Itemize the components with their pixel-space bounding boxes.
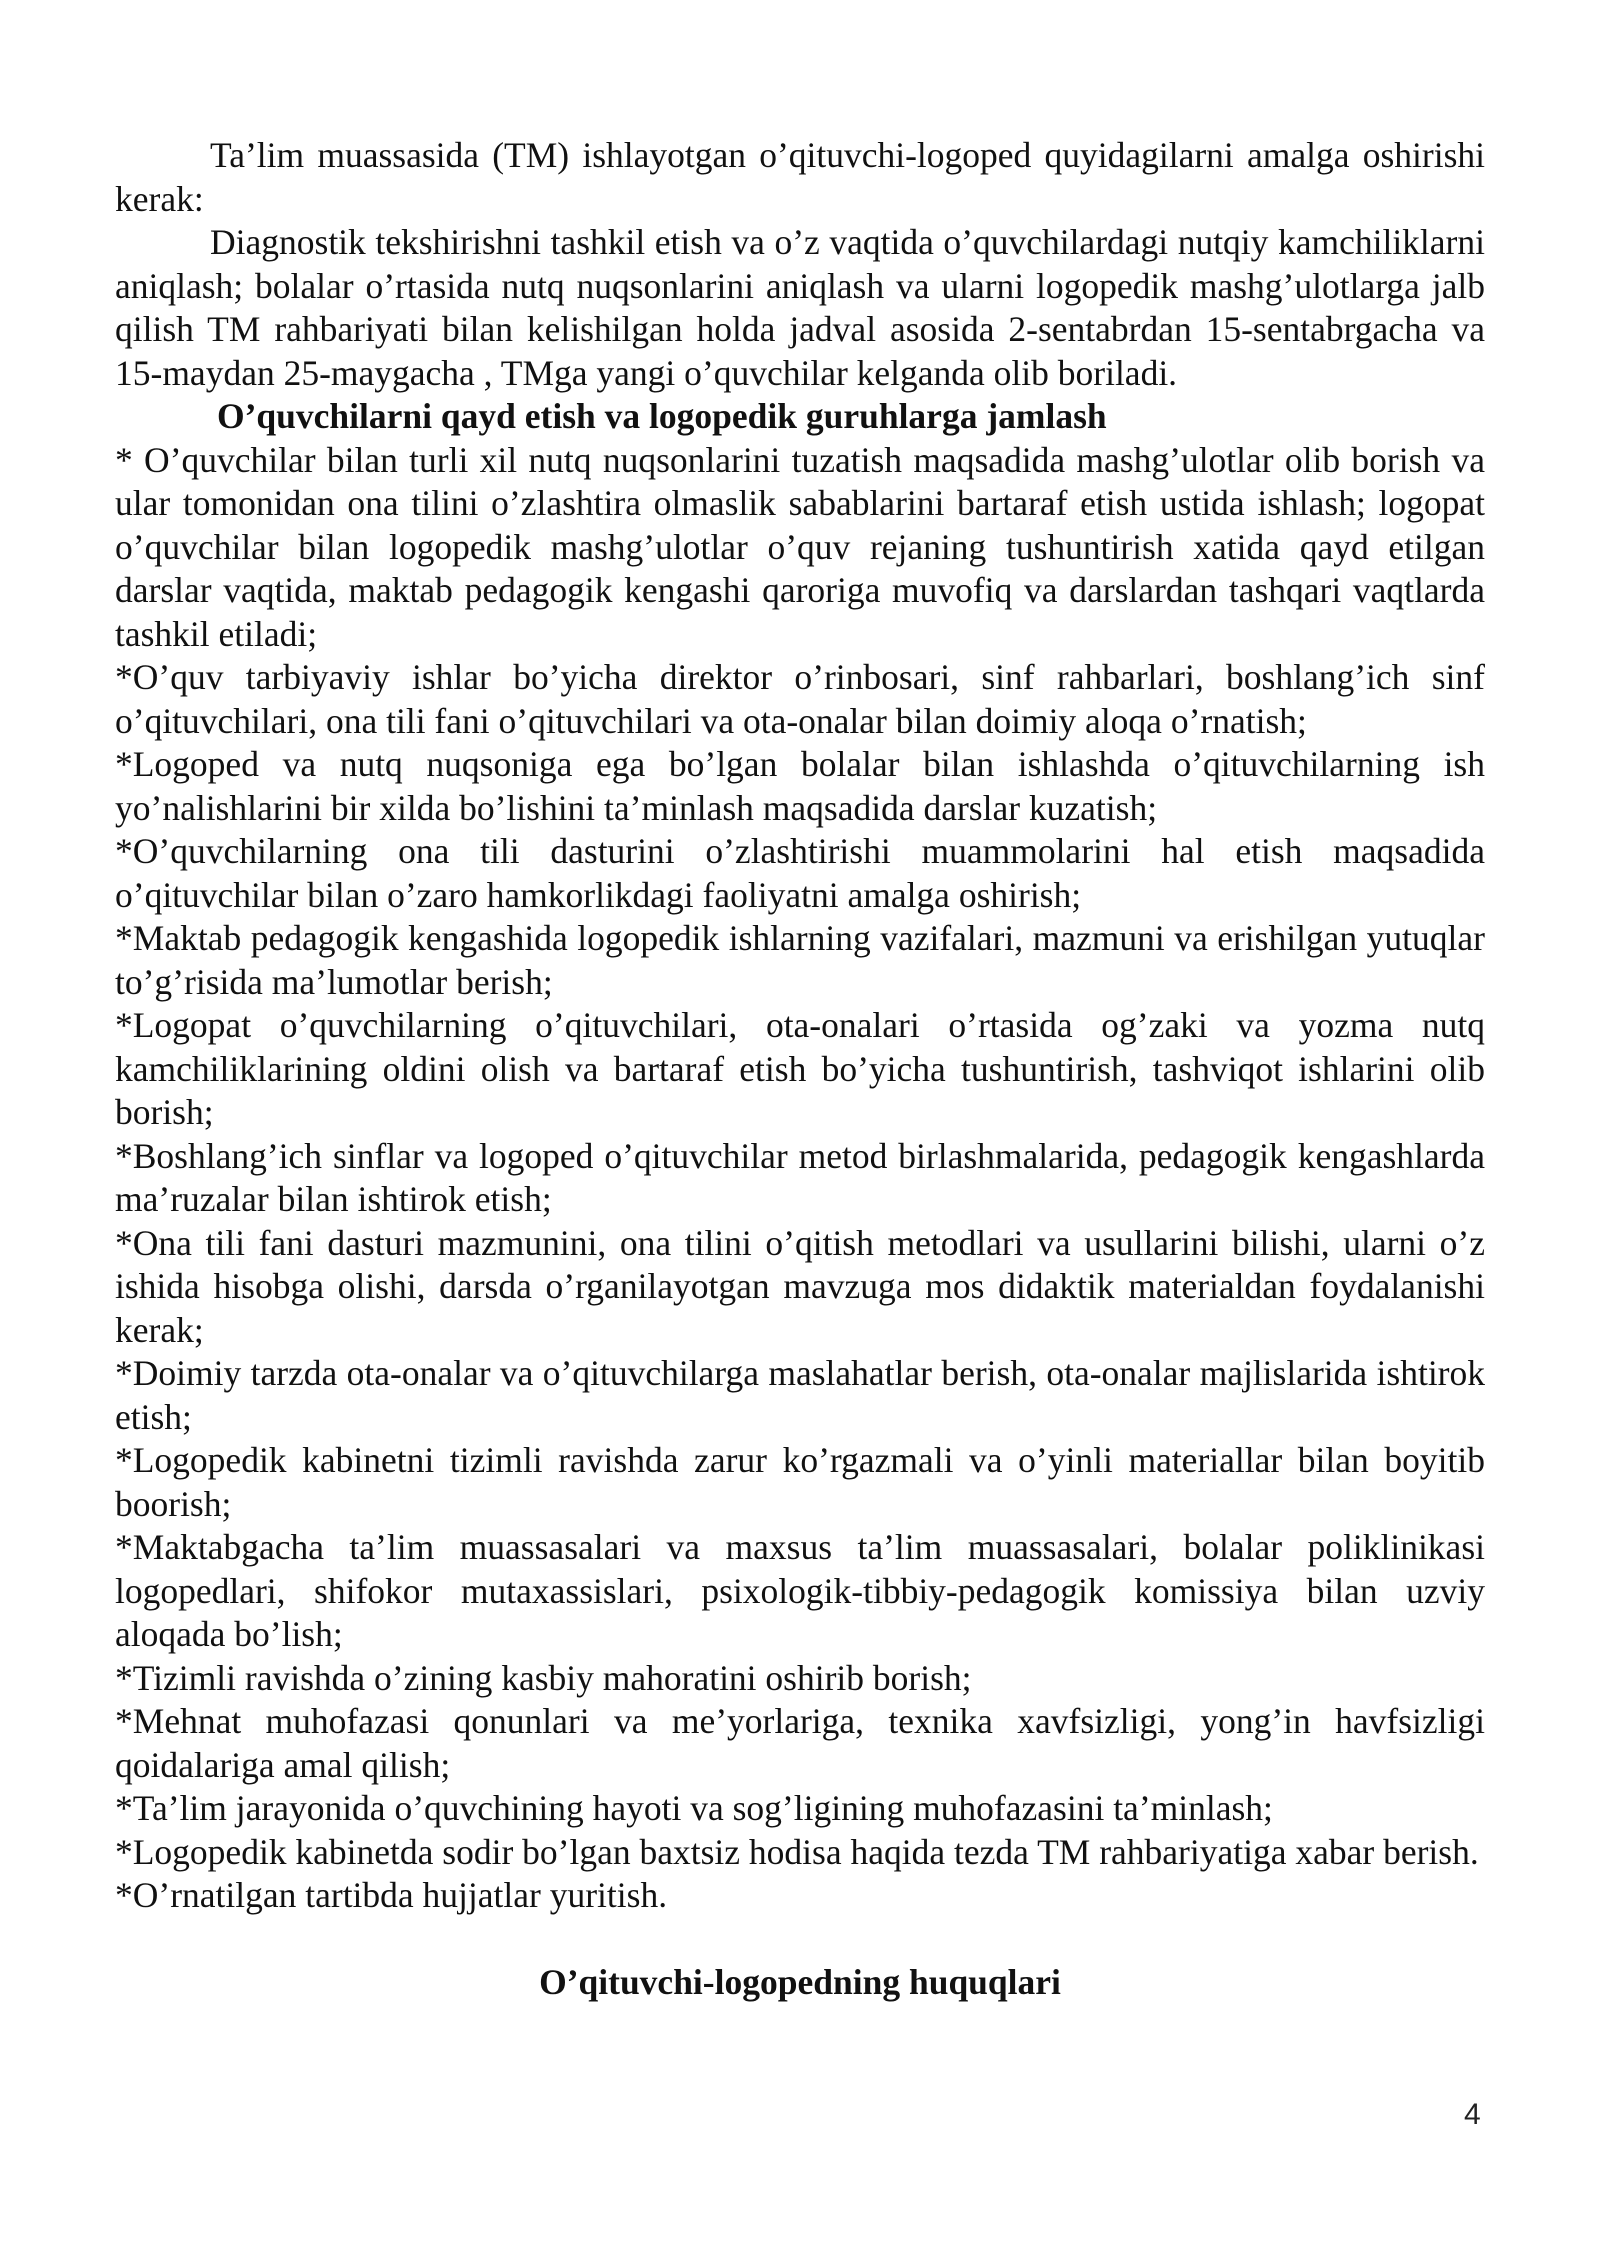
list-item: *Mehnat muhofazasi qonunlari va me’yorlariga, texnika xavfsizligi, yong’in havfsizligi qoidalariga amal qilish; bbox=[115, 1701, 1485, 1785]
list-item: *Logoped va nutq nuqsoniga ega bo’lgan bolalar bilan ishlashda o’qituvchilarning ish yo’nalishlarini bir xilda bo’lishini ta’minlash maqsadida darslar kuzatish; bbox=[115, 744, 1485, 828]
document-page bbox=[115, 134, 1485, 2004]
list-item: *O’quvchilarning ona tili dasturini o’zlashtirishi muammolarini hal etish maqsadida o’qituvchilar bilan o’zaro hamkorlikdagi faoliyatni amalga oshirish; bbox=[115, 831, 1485, 915]
duties-list bbox=[115, 439, 1485, 1918]
list-item: *O’rnatilgan tartibda hujjatlar yuritish. bbox=[115, 1875, 668, 1915]
list-item: *Ona tili fani dasturi mazmunini, ona tilini o’qitish metodlari va usullarini bilishi, ularni o’z ishida hisobga olishi, darsda o’rganilayotgan mavzuga mos didaktik materialdan foydalanishi kerak; bbox=[115, 1222, 1485, 1350]
closing-heading: O’qituvchi-logopedning huquqlari bbox=[539, 1961, 1061, 2002]
section-heading: O’quvchilarni qayd etish va logopedik guruhlarga jamlash bbox=[217, 396, 1107, 436]
diagnostics-paragraph: Diagnostik tekshirishni tashkil etish va o’z vaqtida o’quvchilardagi nutqiy kamchiliklarni aniqlash; bolalar o’rtasida nutq nuqsonlarini aniqlash va ularni logopedik mashg’ulotlarga jalb qilish TM rahbariyati bilan kelishilgan holda jadval asosida 2-sentabrdan 15-sentabrgacha va 15-maydan 25-maygacha , TMga yangi o’quvchilar kelganda olib boriladi. bbox=[115, 222, 1485, 393]
list-item: *O’quv tarbiyaviy ishlar bo’yicha direktor o’rinbosari, sinf rahbarlari, boshlang’ich sinf o’qituvchilari, ona tili fani o’qituvchilari va ota-onalar bilan doimiy aloqa o’rnatish; bbox=[115, 657, 1485, 741]
list-item: *Logopedik kabinetda sodir bo’lgan baxtsiz hodisa haqida tezda TM rahbariyatiga xabar berish. bbox=[115, 1831, 1479, 1872]
list-item: *Tizimli ravishda o’zining kasbiy mahoratini oshirib borish; bbox=[115, 1657, 972, 1698]
list-item: *Maktabgacha ta’lim muassasalari va maxsus ta’lim muassasalari, bolalar poliklinikasi logopedlari, shifokor mutaxassislari, psixologik-tibbiy-pedagogik komissiya bilan uzviy aloqada bo’lish; bbox=[115, 1527, 1485, 1654]
intro-paragraph: Ta’lim muassasida (TM) ishlayotgan o’qituvchi-logoped quyidagilarni amalga oshirishi kerak: bbox=[115, 135, 1485, 219]
list-item: *Maktab pedagogik kengashida logopedik ishlarning vazifalari, mazmuni va erishilgan yutuqlar to’g’risida ma’lumotlar berish; bbox=[115, 918, 1485, 1002]
list-item: *Boshlang’ich sinflar va logoped o’qituvchilar metod birlashmalarida, pedagogik kengashlarda ma’ruzalar bilan ishtirok etish; bbox=[115, 1135, 1485, 1219]
page-number: 4 bbox=[1464, 2098, 1481, 2131]
list-item: *Logopat o’quvchilarning o’qituvchilari, ota-onalari o’rtasida og’zaki va yozma nutq kamchiliklarining oldini olish va bartaraf etish bo’yicha tushuntirish, tashviqot ishlarini olib borish; bbox=[115, 1005, 1485, 1132]
list-item: * O’quvchilar bilan turli xil nutq nuqsonlarini tuzatish maqsadida mashg’ulotlar olib borish va ular tomonidan ona tilini o’zlashtira olmaslik sabablarini bartaraf etish ustida ishlash; logopat o’quvchilar bilan logopedik mashg’ulotlar o’quv rejaning tushuntirish xatida qayd etilgan darslar vaqtida, maktab pedagogik kengashi qaroriga muvofiq va darslardan tashqari vaqtlarda tashkil etiladi; bbox=[115, 439, 1485, 654]
list-item: *Logopedik kabinetni tizimli ravishda zarur ko’rgazmali va o’yinli materiallar bilan boyitib boorish; bbox=[115, 1440, 1485, 1524]
list-item: *Doimiy tarzda ota-onalar va o’qituvchilarga maslahatlar berish, ota-onalar majlislarida ishtirok etish; bbox=[115, 1353, 1485, 1437]
list-item: *Ta’lim jarayonida o’quvchining hayoti va sog’ligining muhofazasini ta’minlash; bbox=[115, 1788, 1273, 1828]
